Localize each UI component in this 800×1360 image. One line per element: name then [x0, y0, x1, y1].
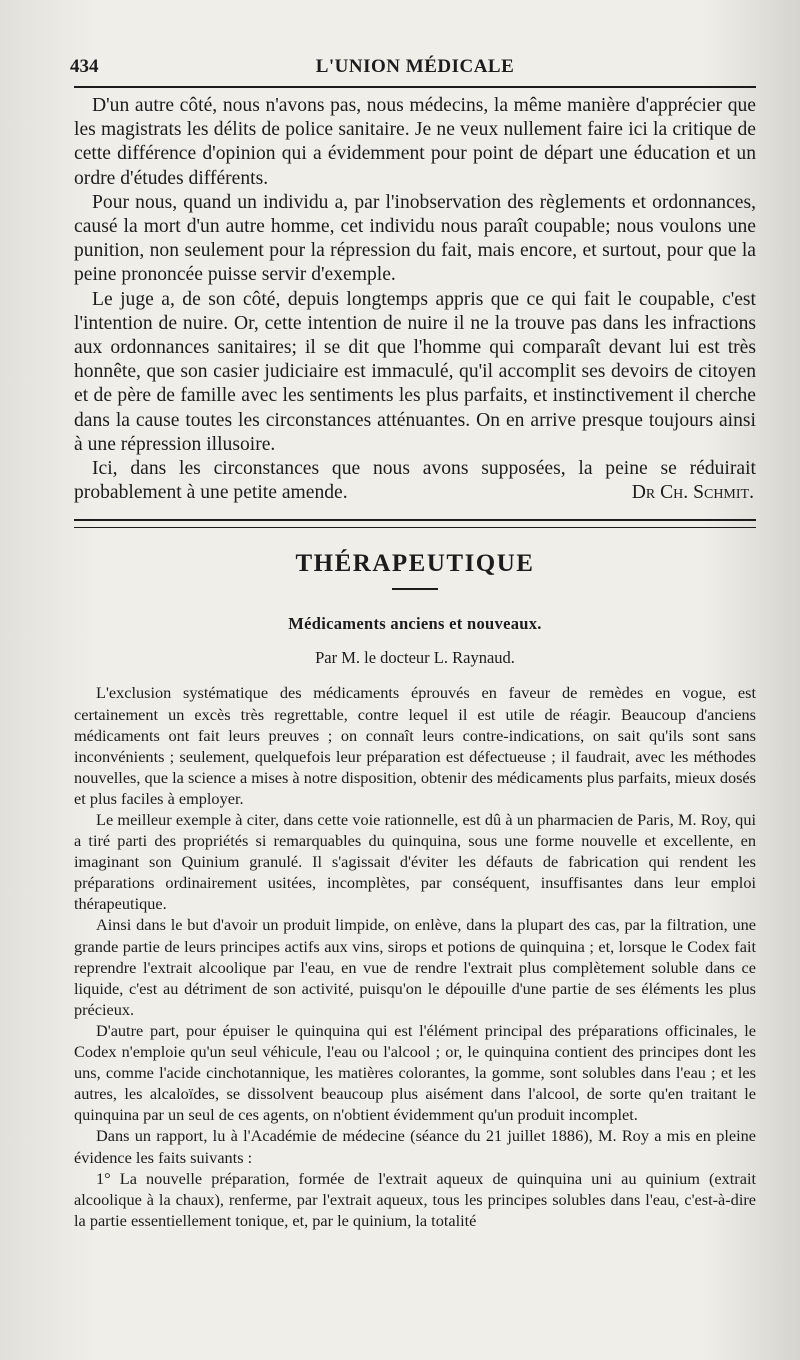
article-body: [74, 682, 756, 1230]
final-text: Ici, dans les circonstances que nous avons supposées, la peine se réduirait probablement à une petite amende.: [74, 458, 756, 504]
paragraph: Dans un rapport, lu à l'Académie de médecine (séance du 21 juillet 1886), M. Roy a mis en pleine évidence les faits suivants :: [74, 1126, 756, 1167]
paragraph: 1° La nouvelle préparation, formée de l'extrait aqueux de quinquina uni au quinium (extrait alcoolique à la chaux), renferme, par l'extrait aqueux, tous les principes solubles dans l'eau, c'est-à-dire la partie essentiellement tonique, et, par le quinium, la totalité: [74, 1168, 756, 1230]
paragraph: D'autre part, pour épuiser le quinquina qui est l'élément principal des préparations officinales, le Codex n'emploie qu'un seul véhicule, l'eau ou l'alcool ; or, le quinquina contient des principes dont les uns, comme l'acide cinchotannique, les matières colorantes, la gomme, sont solubles dans l'eau ; et les autres, les alcaloïdes, se dissolvent beaucoup plus aisément dans l'alcool, de sorte qu'en traitant le quinquina par un seul de ces agents, on n'obtient évidemment qu'un produit incomplet.: [74, 1020, 756, 1125]
paragraph: Ainsi dans le but d'avoir un produit limpide, on enlève, dans la plupart des cas, par la filtration, une grande partie de leurs principes actifs aux vins, sirops et potions de quinquina ; et, lorsque le Codex fait reprendre l'extrait alcoolique par l'eau, en vue de rendre l'extrait plus complètement soluble dans ce liquide, c'est au détriment de son activité, puisqu'on le dépouille d'une partie de ses éléments les plus précieux.: [74, 915, 756, 1019]
page-number: 434: [70, 56, 99, 77]
paragraph: D'un autre côté, nous n'avons pas, nous médecins, la même manière d'apprécier que les magistrats les délits de police sanitaire. Je ne veux nullement faire ici la critique de cette différence d'opinion qui a évidemment pour point de départ une éducation et un ordre d'études différents.: [74, 95, 756, 189]
paragraph: Pour nous, quand un individu a, par l'inobservation des règlements et ordonnances, causé la mort d'un autre homme, cet individu nous paraît coupable; nous voulons une punition, non seulement pour la répression du fait, mais encore, et surtout, pour que la peine prononcée puisse servir d'exemple.: [74, 191, 756, 286]
byline: Par M. le docteur L. Raynaud.: [315, 648, 515, 668]
running-title: L'UNION MÉDICALE: [315, 56, 515, 77]
section-title: THÉRAPEUTIQUE: [295, 550, 535, 578]
paragraph-final: [74, 457, 756, 505]
paragraph: Le juge a, de son côté, depuis longtemps appris que ce qui fait le coupable, c'est l'intention de nuire. Or, cette intention de nuire il ne la trouve pas dans les infractions aux ordonnances sanitaires; il se dit que l'homme qui comparaît devant lui est très honnête, que son casier judiciaire est immaculé, qu'il accomplit ses devoirs de citoyen et de père de famille avec les sentiments les plus parfaits, et instinctivement il cherche dans la cause toutes les circonstances atténuantes. On en arrive presque toujours ainsi à une répression illusoire.: [74, 288, 756, 455]
title-rule: [392, 588, 438, 590]
signature: Dr Ch. Schmit.: [631, 482, 754, 504]
header-rule: [74, 86, 756, 88]
paragraph: Le meilleur exemple à citer, dans cette voie rationnelle, est dû à un pharmacien de Paris, M. Roy, qui a tiré parti des propriétés si remarquables du quinquina, sous une forme nouvelle et excellente, en imaginant son Quinium granulé. Il s'agissait d'éviter les défauts de fabrication qui rendent les préparations ordinairement usitées, incomplètes, par conséquent, insuffisantes dans leur emploi thérapeutique.: [74, 810, 756, 914]
page-header: [70, 50, 756, 80]
article-title: Médicaments anciens et nouveaux.: [288, 614, 542, 634]
previous-article-body: [74, 94, 756, 505]
paragraph: L'exclusion systématique des médicaments éprouvés en faveur de remèdes en vogue, est certainement un excès très regrettable, contre lequel il est utile de réagir. Beaucoup d'anciens médicaments ont fait leurs preuves ; on connaît leurs contre-indications, on sait qu'ils sont sans inconvénients ; seulement, quelquefois leur préparation est défectueuse ; il faudrait, avec les méthodes nouvelles, que la science a mises à notre disposition, obtenir des médicaments plus parfaits, mieux dosés et plus faciles à employer.: [74, 683, 756, 808]
section-divider: [74, 519, 756, 528]
